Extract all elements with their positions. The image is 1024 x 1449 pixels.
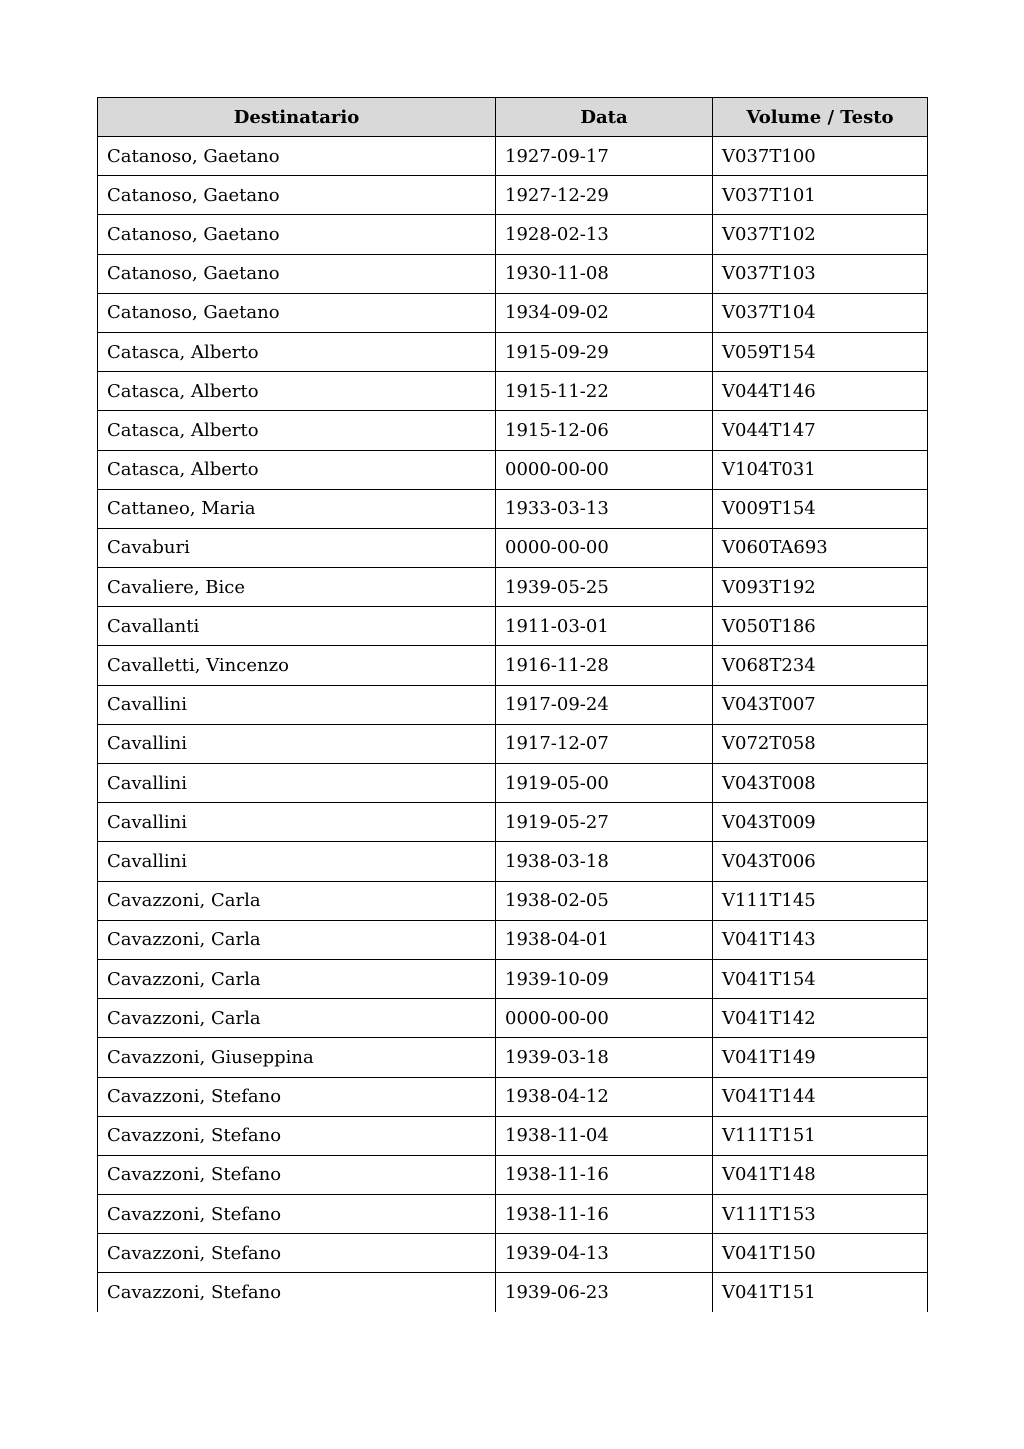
cell-destinatario: Cavallanti xyxy=(98,607,496,646)
cell-volume-testo: V043T006 xyxy=(713,842,928,881)
column-header-destinatario: Destinatario xyxy=(98,98,496,137)
cell-volume-testo: V043T007 xyxy=(713,685,928,724)
cell-volume-testo: V111T153 xyxy=(713,1195,928,1234)
cell-destinatario: Catanoso, Gaetano xyxy=(98,137,496,176)
table-row xyxy=(98,685,928,724)
cell-data: 0000-00-00 xyxy=(496,450,713,489)
cell-destinatario: Cavallini xyxy=(98,685,496,724)
table-row xyxy=(98,607,928,646)
cell-volume-testo: V037T102 xyxy=(713,215,928,254)
cell-volume-testo: V104T031 xyxy=(713,450,928,489)
cell-volume-testo: V111T145 xyxy=(713,881,928,920)
cell-destinatario: Catanoso, Gaetano xyxy=(98,293,496,332)
cell-volume-testo: V044T147 xyxy=(713,411,928,450)
cell-destinatario: Cavallini xyxy=(98,724,496,763)
table-row xyxy=(98,332,928,371)
cell-destinatario: Cattaneo, Maria xyxy=(98,489,496,528)
column-header-volume-testo: Volume / Testo xyxy=(713,98,928,137)
table-row xyxy=(98,1273,928,1312)
cell-data: 1938-04-01 xyxy=(496,920,713,959)
cell-volume-testo: V037T101 xyxy=(713,176,928,215)
cell-data: 1939-05-25 xyxy=(496,568,713,607)
cell-volume-testo: V009T154 xyxy=(713,489,928,528)
cell-volume-testo: V041T143 xyxy=(713,920,928,959)
table-row xyxy=(98,215,928,254)
cell-data: 1938-11-04 xyxy=(496,1116,713,1155)
cell-volume-testo: V041T154 xyxy=(713,959,928,998)
cell-data: 1938-03-18 xyxy=(496,842,713,881)
cell-data: 1938-11-16 xyxy=(496,1195,713,1234)
cell-data: 1917-12-07 xyxy=(496,724,713,763)
cell-data: 1927-12-29 xyxy=(496,176,713,215)
table-row xyxy=(98,176,928,215)
cell-volume-testo: V072T058 xyxy=(713,724,928,763)
cell-volume-testo: V037T100 xyxy=(713,137,928,176)
cell-data: 1939-06-23 xyxy=(496,1273,713,1312)
cell-data: 1915-09-29 xyxy=(496,332,713,371)
table-header xyxy=(98,98,928,137)
cell-volume-testo: V041T148 xyxy=(713,1155,928,1194)
cell-data: 0000-00-00 xyxy=(496,999,713,1038)
table-row xyxy=(98,881,928,920)
cell-volume-testo: V068T234 xyxy=(713,646,928,685)
cell-data: 0000-00-00 xyxy=(496,528,713,567)
table-row xyxy=(98,959,928,998)
table-row xyxy=(98,1116,928,1155)
cell-destinatario: Cavallini xyxy=(98,764,496,803)
table-row xyxy=(98,764,928,803)
cell-volume-testo: V041T150 xyxy=(713,1234,928,1273)
cell-volume-testo: V043T008 xyxy=(713,764,928,803)
cell-volume-testo: V041T149 xyxy=(713,1038,928,1077)
cell-destinatario: Cavazzoni, Carla xyxy=(98,920,496,959)
header-row xyxy=(98,98,928,137)
table-row xyxy=(98,489,928,528)
table-row xyxy=(98,372,928,411)
table-row xyxy=(98,1038,928,1077)
cell-destinatario: Cavazzoni, Stefano xyxy=(98,1077,496,1116)
cell-volume-testo: V059T154 xyxy=(713,332,928,371)
cell-volume-testo: V037T104 xyxy=(713,293,928,332)
cell-destinatario: Catanoso, Gaetano xyxy=(98,176,496,215)
cell-data: 1934-09-02 xyxy=(496,293,713,332)
cell-data: 1919-05-27 xyxy=(496,803,713,842)
cell-destinatario: Cavaburi xyxy=(98,528,496,567)
table-row xyxy=(98,568,928,607)
table-row xyxy=(98,999,928,1038)
cell-data: 1928-02-13 xyxy=(496,215,713,254)
table-row xyxy=(98,254,928,293)
cell-destinatario: Catasca, Alberto xyxy=(98,450,496,489)
cell-volume-testo: V044T146 xyxy=(713,372,928,411)
cell-destinatario: Cavazzoni, Stefano xyxy=(98,1273,496,1312)
table-row xyxy=(98,920,928,959)
table-row xyxy=(98,803,928,842)
table-row xyxy=(98,646,928,685)
cell-volume-testo: V060TA693 xyxy=(713,528,928,567)
table-row xyxy=(98,1195,928,1234)
cell-destinatario: Cavazzoni, Stefano xyxy=(98,1155,496,1194)
table-row xyxy=(98,528,928,567)
cell-data: 1933-03-13 xyxy=(496,489,713,528)
cell-destinatario: Cavaliere, Bice xyxy=(98,568,496,607)
table-row xyxy=(98,1077,928,1116)
cell-destinatario: Cavazzoni, Carla xyxy=(98,999,496,1038)
cell-data: 1917-09-24 xyxy=(496,685,713,724)
cell-data: 1938-11-16 xyxy=(496,1155,713,1194)
cell-volume-testo: V041T151 xyxy=(713,1273,928,1312)
cell-destinatario: Cavazzoni, Stefano xyxy=(98,1195,496,1234)
table-row xyxy=(98,137,928,176)
cell-destinatario: Catasca, Alberto xyxy=(98,411,496,450)
cell-volume-testo: V093T192 xyxy=(713,568,928,607)
cell-volume-testo: V050T186 xyxy=(713,607,928,646)
cell-destinatario: Cavalletti, Vincenzo xyxy=(98,646,496,685)
cell-data: 1939-04-13 xyxy=(496,1234,713,1273)
column-header-data: Data xyxy=(496,98,713,137)
cell-destinatario: Cavazzoni, Stefano xyxy=(98,1116,496,1155)
cell-data: 1938-04-12 xyxy=(496,1077,713,1116)
cell-data: 1916-11-28 xyxy=(496,646,713,685)
table-row xyxy=(98,293,928,332)
cell-data: 1938-02-05 xyxy=(496,881,713,920)
cell-data: 1911-03-01 xyxy=(496,607,713,646)
table-row xyxy=(98,411,928,450)
cell-data: 1915-11-22 xyxy=(496,372,713,411)
cell-destinatario: Catanoso, Gaetano xyxy=(98,215,496,254)
cell-data: 1939-03-18 xyxy=(496,1038,713,1077)
cell-destinatario: Cavazzoni, Carla xyxy=(98,881,496,920)
cell-volume-testo: V041T144 xyxy=(713,1077,928,1116)
cell-data: 1939-10-09 xyxy=(496,959,713,998)
cell-destinatario: Cavallini xyxy=(98,842,496,881)
cell-data: 1919-05-00 xyxy=(496,764,713,803)
table-row xyxy=(98,450,928,489)
cell-volume-testo: V111T151 xyxy=(713,1116,928,1155)
cell-destinatario: Catasca, Alberto xyxy=(98,332,496,371)
cell-destinatario: Cavallini xyxy=(98,803,496,842)
table-row xyxy=(98,1155,928,1194)
cell-data: 1930-11-08 xyxy=(496,254,713,293)
cell-destinatario: Cavazzoni, Giuseppina xyxy=(98,1038,496,1077)
table-row xyxy=(98,842,928,881)
cell-destinatario: Cavazzoni, Carla xyxy=(98,959,496,998)
cell-destinatario: Catanoso, Gaetano xyxy=(98,254,496,293)
letters-table xyxy=(97,97,928,1312)
cell-volume-testo: V043T009 xyxy=(713,803,928,842)
cell-destinatario: Catasca, Alberto xyxy=(98,372,496,411)
cell-volume-testo: V041T142 xyxy=(713,999,928,1038)
table-row xyxy=(98,1234,928,1273)
cell-data: 1915-12-06 xyxy=(496,411,713,450)
cell-destinatario: Cavazzoni, Stefano xyxy=(98,1234,496,1273)
cell-volume-testo: V037T103 xyxy=(713,254,928,293)
table-row xyxy=(98,724,928,763)
cell-data: 1927-09-17 xyxy=(496,137,713,176)
table-body xyxy=(98,137,928,1313)
